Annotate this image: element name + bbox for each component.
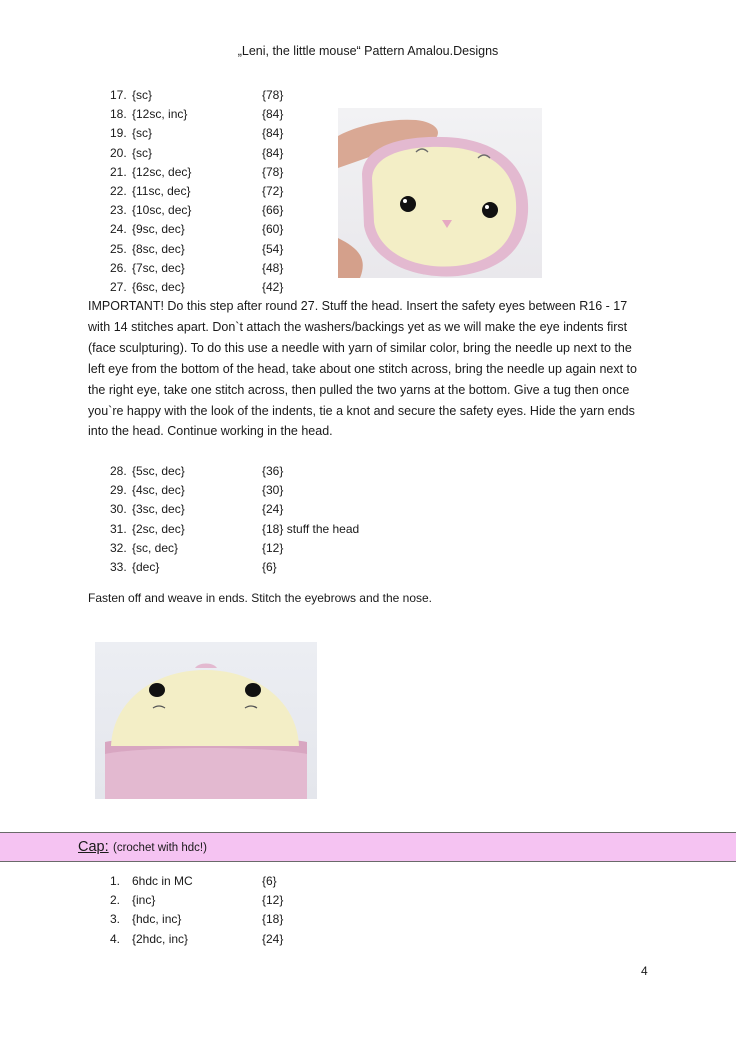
stitch-count: {6}	[262, 874, 277, 888]
stitch-count: {84}	[262, 145, 284, 160]
stitch-count: {72}	[262, 183, 284, 198]
round-row	[110, 872, 277, 891]
round-number: 19.	[110, 126, 127, 141]
round-row	[110, 201, 284, 220]
round-row	[110, 910, 284, 929]
stitch-count: {42}	[262, 279, 284, 294]
round-instruction: {6sc, dec}	[132, 279, 185, 294]
round-row	[110, 220, 284, 239]
round-number: 32.	[110, 540, 127, 555]
stitch-count: {12}	[262, 893, 284, 908]
round-number: 26.	[110, 260, 127, 275]
photo-head-side	[95, 642, 317, 799]
stitch-count: {66}	[262, 203, 284, 218]
round-number: 28.	[110, 464, 127, 478]
page-header: „Leni, the little mouse“ Pattern Amalou.Designs	[237, 44, 499, 58]
stitch-count: {78}	[262, 164, 284, 179]
round-instruction: 6hdc in MC	[132, 874, 193, 888]
round-instruction: {2sc, dec}	[132, 521, 185, 536]
round-instruction: {10sc, dec}	[132, 203, 192, 218]
stitch-count: {18} stuff the head	[262, 521, 360, 536]
stitch-count: {84}	[262, 107, 284, 122]
round-row	[110, 182, 284, 201]
round-row	[110, 240, 284, 259]
round-number: 1.	[110, 874, 121, 888]
round-instruction: {sc}	[132, 126, 153, 141]
cap-section-note: (crochet with hdc!)	[113, 842, 207, 854]
stitch-count: {60}	[262, 222, 284, 237]
round-number: 30.	[110, 502, 127, 517]
stitch-count: {24}	[262, 931, 284, 946]
round-instruction: {8sc, dec}	[132, 241, 185, 256]
round-instruction: {9sc, dec}	[132, 222, 185, 237]
round-instruction: {hdc, inc}	[132, 912, 182, 927]
round-number: 17.	[110, 88, 127, 102]
cap-section-bar	[0, 832, 736, 862]
round-number: 24.	[110, 222, 127, 237]
cap-rounds-list	[110, 872, 284, 949]
round-number: 21.	[110, 164, 127, 179]
round-row	[110, 539, 284, 558]
round-number: 3.	[110, 912, 121, 927]
stitch-count: {24}	[262, 502, 284, 517]
rounds-list-28-33	[110, 462, 360, 577]
round-row	[110, 462, 284, 481]
round-number: 18.	[110, 107, 127, 122]
round-instruction: {12sc, inc}	[132, 107, 188, 122]
round-instruction: {sc}	[132, 88, 153, 102]
stitch-count: {6}	[262, 559, 277, 574]
stitch-count: {30}	[262, 483, 284, 498]
important-instructions: IMPORTANT! Do this step after round 27. Stuff the head. Insert the safety eyes between R16 - 17 with 14 stitches apart. Don`t attach the washers/backings yet as we will make the eye indents first (face sculpturing). To do this use a needle with yarn of similar color, bring the needle up next to the left eye from the bottom of the head, take about one stitch across, bring the needle up again next to the right eye, take one stitch across, then pulled the two yarns at the bottom. Give a tug then once you`re happy with the look of the indents, tie a knot and secure the safety eyes. Hide the yarn ends into the head. Continue working in the head.	[88, 299, 637, 439]
round-number: 4.	[110, 931, 121, 946]
round-row	[110, 163, 284, 182]
photo-head-side-illustration	[95, 642, 317, 799]
round-instruction: {sc}	[132, 145, 153, 160]
photo-head-with-eyes-illustration	[338, 108, 542, 278]
round-row	[110, 520, 360, 539]
stitch-count: {36}	[262, 464, 284, 478]
round-number: 22.	[110, 183, 127, 198]
round-instruction: {11sc, dec}	[132, 183, 191, 198]
round-number: 23.	[110, 203, 127, 218]
round-row	[110, 500, 284, 519]
round-instruction: {4sc, dec}	[132, 483, 185, 498]
round-number: 29.	[110, 483, 127, 498]
stitch-count: {12}	[262, 540, 284, 555]
round-row	[110, 558, 277, 577]
stitch-count: {54}	[262, 241, 284, 256]
round-instruction: {7sc, dec}	[132, 260, 185, 275]
cap-section-title: Cap:	[78, 839, 109, 855]
round-row	[110, 105, 284, 124]
stitch-count: {18}	[262, 912, 284, 927]
round-row	[110, 86, 284, 105]
round-number: 27.	[110, 279, 127, 294]
round-number: 2.	[110, 893, 121, 908]
round-number: 33.	[110, 559, 127, 574]
round-number: 20.	[110, 145, 127, 160]
round-instruction: {dec}	[132, 559, 160, 574]
stitch-count: {78}	[262, 88, 284, 102]
round-number: 31.	[110, 521, 127, 536]
round-instruction: {12sc, dec}	[132, 164, 192, 179]
fasten-off-note: Fasten off and weave in ends. Stitch the eyebrows and the nose.	[88, 591, 432, 605]
round-row	[110, 278, 284, 297]
photo-head-with-eyes	[338, 108, 542, 278]
round-row	[110, 144, 284, 163]
round-row	[110, 930, 284, 949]
round-instruction: {5sc, dec}	[132, 464, 185, 478]
round-row	[110, 259, 284, 278]
stitch-count: {84}	[262, 126, 284, 141]
round-instruction: {inc}	[132, 893, 156, 908]
page-number: 4	[641, 964, 648, 978]
round-row	[110, 124, 284, 143]
round-instruction: {3sc, dec}	[132, 502, 185, 517]
round-row	[110, 891, 284, 910]
round-number: 25.	[110, 241, 127, 256]
stitch-count: {48}	[262, 260, 284, 275]
rounds-list-17-27	[110, 86, 284, 297]
round-instruction: {sc, dec}	[132, 540, 179, 555]
round-instruction: {2hdc, inc}	[132, 931, 189, 946]
round-row	[110, 481, 284, 500]
